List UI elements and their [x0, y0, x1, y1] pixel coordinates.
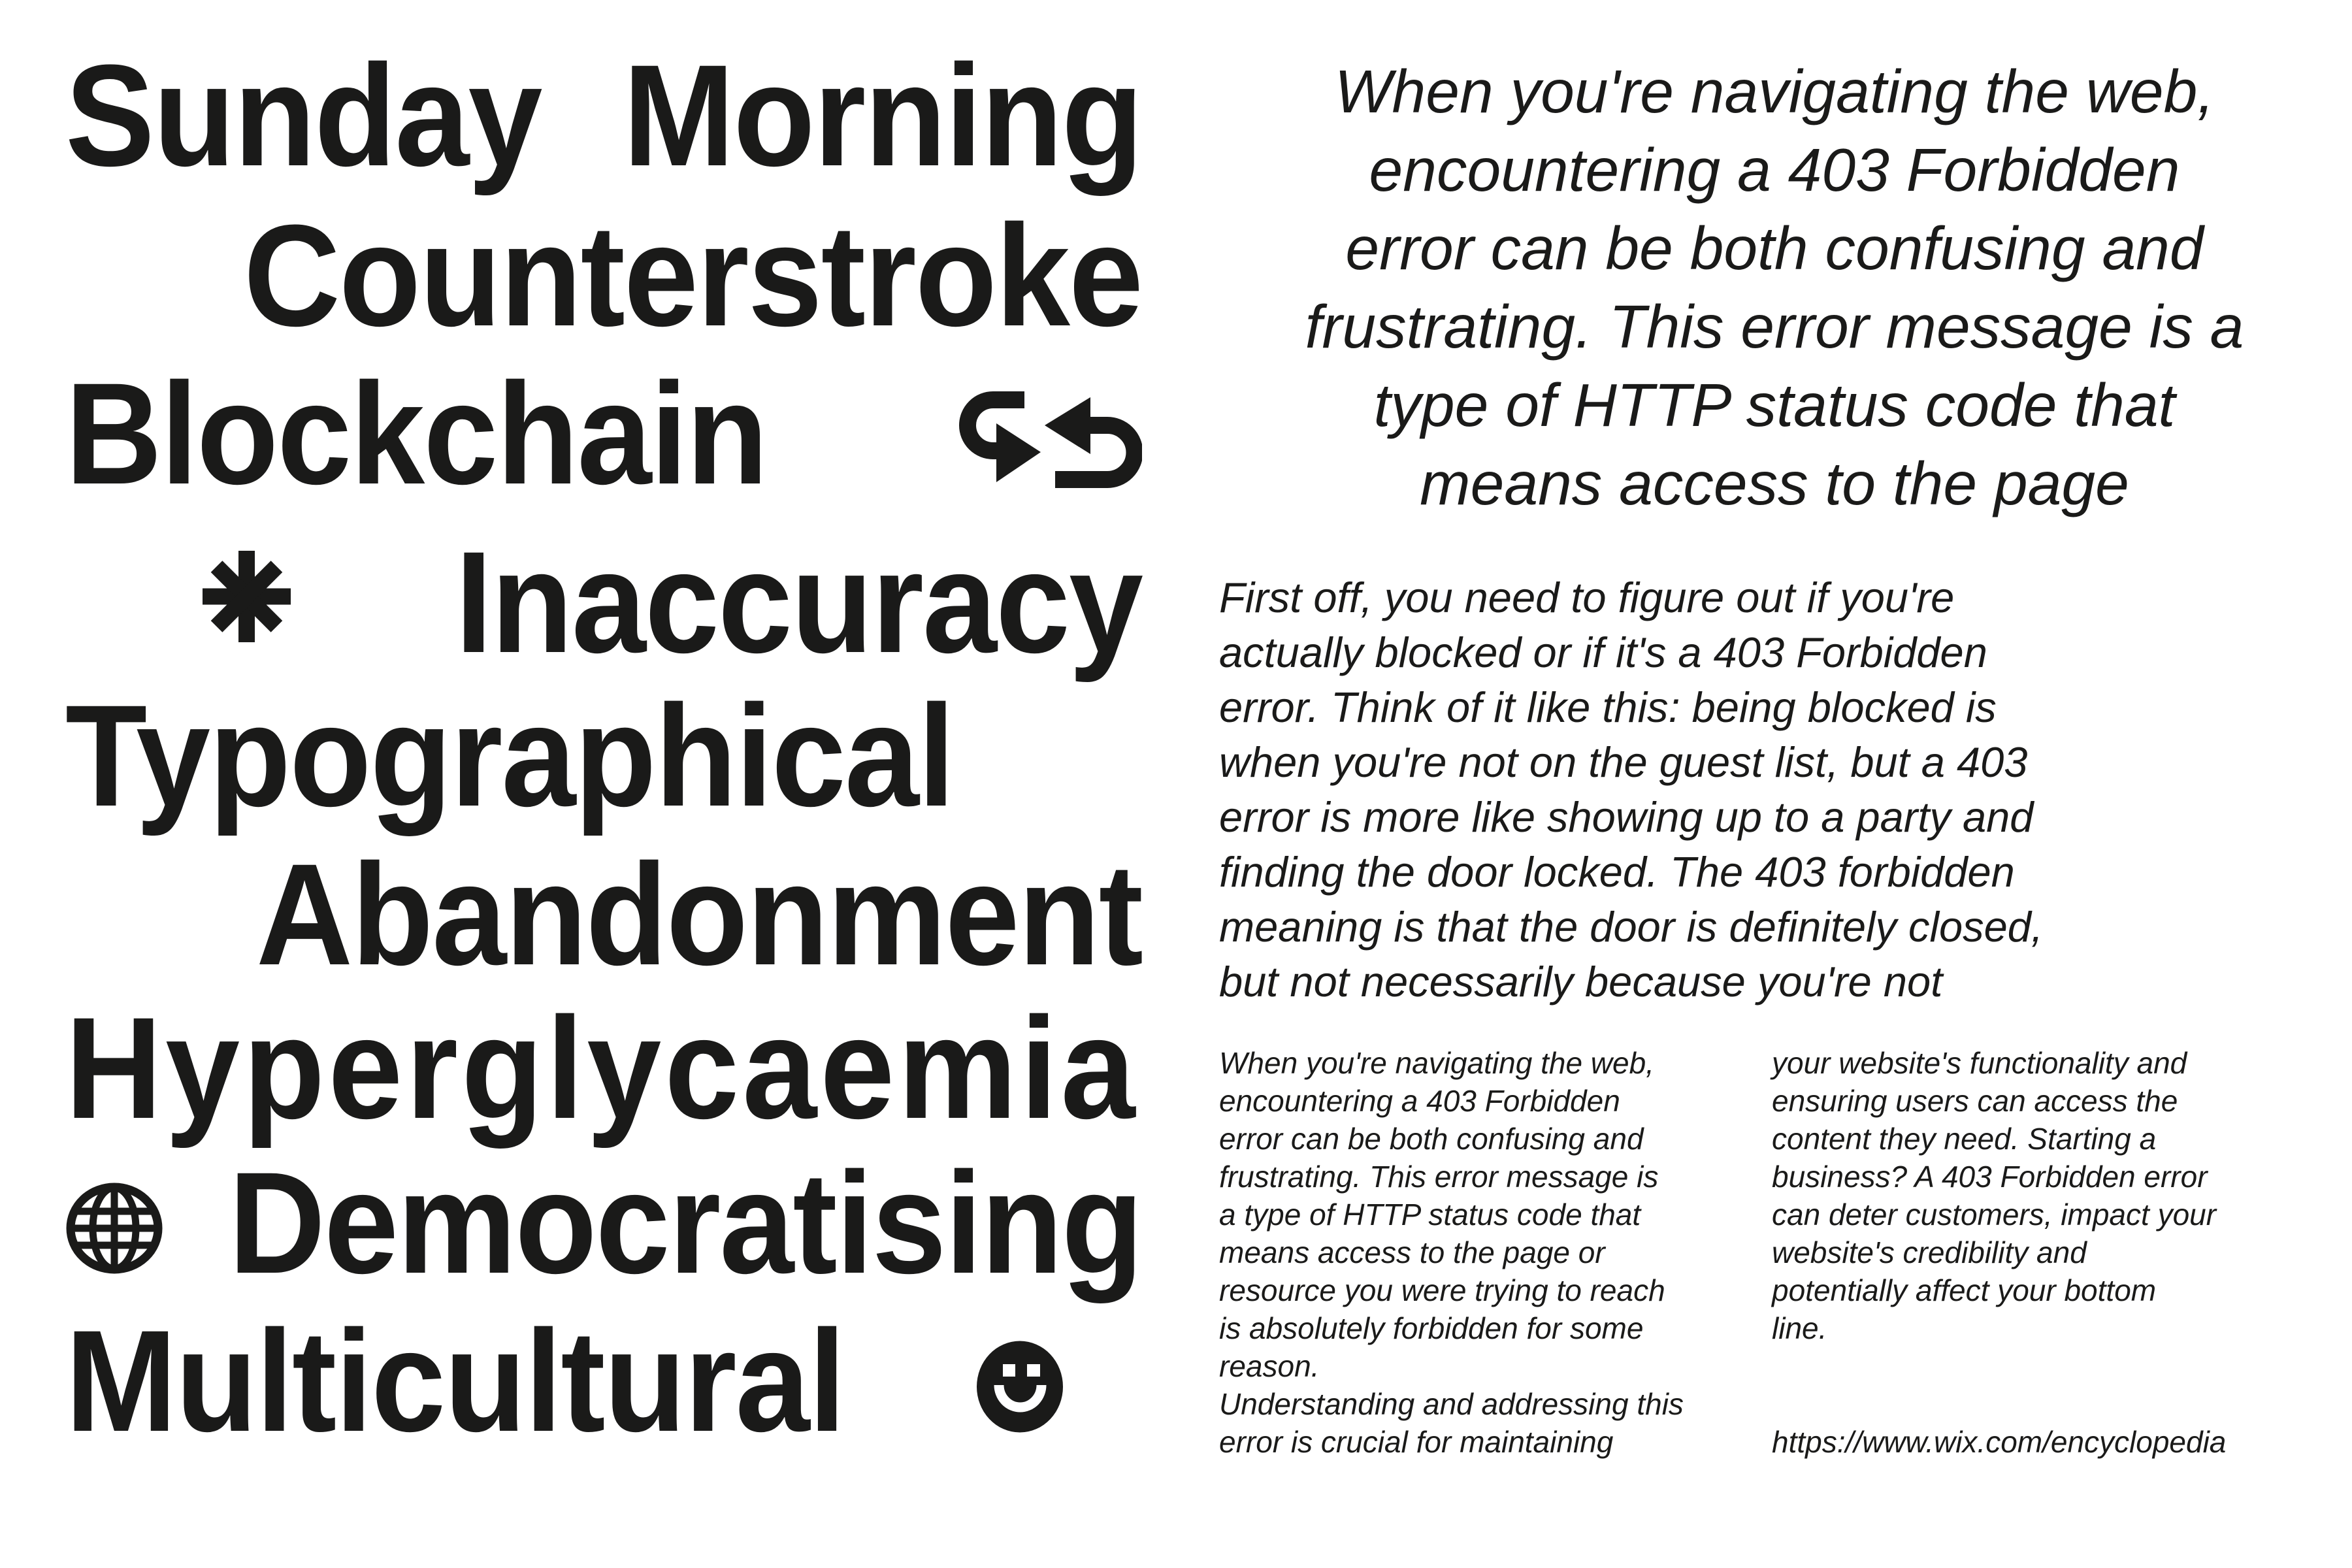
text-line: error can be both confusing and: [1219, 1122, 1644, 1156]
text-line: error. Think of it like this: being blocked is: [1219, 683, 1997, 731]
headline-row-abandonment: [65, 834, 1142, 996]
headline-word: Democratising: [229, 1142, 1142, 1304]
headline-row-inaccuracy: [65, 521, 1142, 683]
text-line: potentially affect your bottom: [1772, 1273, 2157, 1307]
text-line: frustrating. This error message is a: [1305, 293, 2244, 361]
text-line: finding the door locked. The 403 forbidden: [1219, 848, 2015, 896]
source-url-link[interactable]: https://www.wix.com/encyclopedia: [1772, 1425, 2227, 1459]
text-line: type of HTTP status code that: [1373, 371, 2176, 439]
text-line: When you're navigating the web,: [1334, 57, 2215, 125]
text-line: but not necessarily because you're not: [1219, 958, 1943, 1005]
text-line: actually blocked or if it's a 403 Forbidden: [1219, 629, 1987, 676]
text-line: can deter customers, impact your: [1772, 1198, 2217, 1232]
text-line: error is crucial for maintaining: [1219, 1425, 1614, 1459]
headline-word: Sunday: [65, 35, 542, 197]
text-line: encountering a 403 Forbidden: [1369, 136, 2180, 204]
headline-word: Abandonment: [256, 834, 1142, 996]
text-line: means access to the page: [1420, 449, 2129, 517]
headline-word: Hyperglycaemia: [65, 987, 1139, 1149]
text-line: website's credibility and: [1772, 1235, 2087, 1269]
text-line: business? A 403 Forbidden error: [1772, 1160, 2208, 1194]
headline-word: Multicultural: [65, 1300, 845, 1462]
footnote-left-column: [1219, 1044, 1761, 1461]
smiley-face-icon: [976, 1341, 1064, 1433]
text-line: error can be both confusing and: [1345, 214, 2204, 282]
asterisk-icon: [203, 551, 291, 642]
text-line: Understanding and addressing this: [1219, 1387, 1684, 1421]
text-line: frustrating. This error message is: [1219, 1160, 1659, 1194]
text-line: First off, you need to figure out if you're: [1219, 574, 1955, 621]
headline-row-sunday-morning: [65, 35, 1142, 197]
text-line: your website's functionality and: [1772, 1046, 2187, 1080]
text-line: meaning is that the door is definitely closed,: [1219, 903, 2043, 951]
text-line: a type of HTTP status code that: [1219, 1198, 1641, 1232]
swap-arrows-icon: [956, 391, 1142, 489]
headline-word: Inaccuracy: [455, 521, 1142, 683]
globe-icon: [65, 1183, 163, 1274]
intro-paragraph: [1212, 52, 2337, 523]
text-line: When you're navigating the web,: [1219, 1046, 1654, 1080]
headline-row-typographical: [65, 675, 1142, 837]
headline-row-counterstroke: [65, 195, 1142, 357]
text-line: means access to the page or: [1219, 1235, 1605, 1269]
text-line: content they need. Starting a: [1772, 1122, 2157, 1156]
text-line: is absolutely forbidden for some: [1219, 1311, 1644, 1345]
footnote-right-column: [1772, 1044, 2352, 1347]
text-line: resource you were trying to reach: [1219, 1273, 1665, 1307]
headline-row-blockchain: [65, 353, 1142, 515]
headline-word: Blockchain: [65, 353, 767, 515]
text-line: error is more like showing up to a party and: [1219, 793, 2034, 841]
text-line: encountering a 403 Forbidden: [1219, 1084, 1620, 1118]
headline-row-hyperglycaemia: [65, 987, 1142, 1149]
text-line: when you're not on the guest list, but a 403: [1219, 738, 2028, 786]
text-line: line.: [1772, 1311, 1827, 1345]
headline-word: Morning: [623, 35, 1142, 197]
headline-row-democratising: [65, 1142, 1142, 1304]
body-paragraph: [1219, 570, 2330, 1009]
text-line: ensuring users can access the: [1772, 1084, 2178, 1118]
headline-word: Counterstroke: [243, 195, 1142, 357]
text-line: reason.: [1219, 1349, 1320, 1383]
headline-word: Typographical: [65, 675, 954, 837]
headline-row-multicultural: [65, 1300, 1142, 1462]
